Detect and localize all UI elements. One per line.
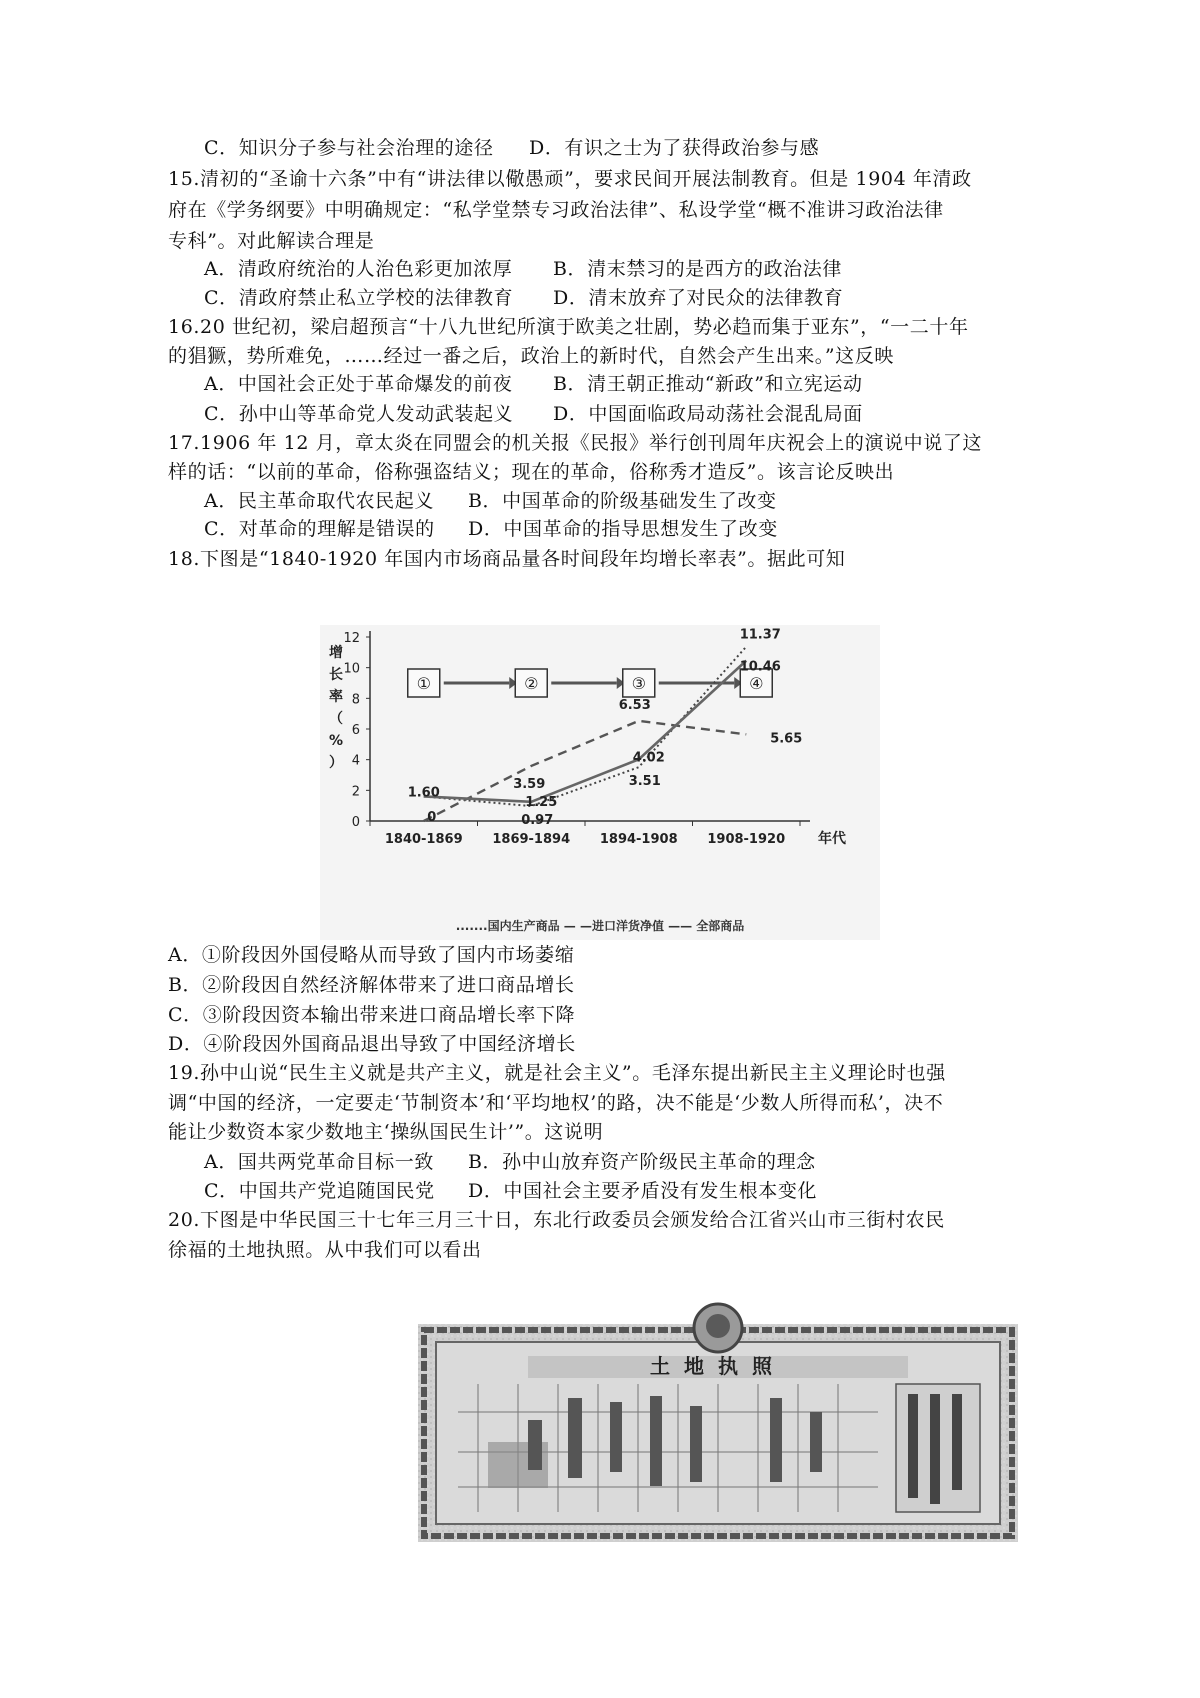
q18-stem: 18.下图是“1840-1920 年国内市场商品量各时间段年均增长率表”。据此可知 — [168, 548, 846, 570]
y-axis-label-char: （ — [329, 711, 343, 727]
q16-option-b: B．清王朝正推动“新政”和立宪运动 — [553, 373, 863, 395]
q15-option-c: C．清政府禁止私立学校的法律教育 — [204, 287, 514, 309]
y-axis-label-char: 率 — [329, 689, 343, 705]
certificate-title: 土地执照 — [650, 1354, 786, 1378]
q15-option-d: D．清末放弃了对民众的法律教育 — [553, 287, 844, 309]
q20-stem-line-1: 20.下图是中华民国三十七年三月三十日，东北行政委员会颁发给合江省兴山市三街村农民 — [168, 1209, 945, 1231]
data-label: 0.97 — [521, 813, 554, 829]
y-tick-label: 12 — [343, 631, 360, 646]
y-axis-label-char: ） — [329, 755, 343, 771]
y-tick-label: 0 — [351, 815, 360, 830]
q15-option-b: B．清末禁习的是西方的政治法律 — [553, 258, 842, 280]
q15-stem-line-3: 专科”。对此解读合理是 — [168, 230, 375, 252]
growth-rate-chart-svg — [320, 625, 880, 940]
q14-option-d: D．有识之士为了获得政治参与感 — [529, 137, 820, 159]
q18-option-a: A．①阶段因外国侵略从而导致了国内市场萎缩 — [168, 944, 575, 966]
q16-option-d: D．中国面临政局动荡社会混乱局面 — [553, 403, 863, 425]
land-certificate-photo — [418, 1302, 1018, 1542]
data-label: 3.59 — [513, 776, 546, 792]
stage-box-label: ③ — [631, 674, 646, 693]
stage-box-label: ④ — [749, 674, 764, 693]
q16-stem-line-1: 16.20 世纪初，梁启超预言“十八九世纪所演于欧美之壮剧，势必趋而集于亚东”，“一二十年 — [168, 316, 969, 338]
y-tick-label: 8 — [351, 692, 360, 708]
x-tick-label: 1869-1894 — [492, 832, 571, 847]
q20-stem-line-2: 徐福的土地执照。从中我们可以看出 — [168, 1239, 482, 1261]
stage-box-label: ② — [524, 674, 539, 693]
q19-option-b: B．孙中山放弃资产阶级民主革命的理念 — [468, 1151, 816, 1173]
q19-stem-line-3: 能让少数资本家少数地主‘操纵国民生计’”。这说明 — [168, 1121, 604, 1143]
y-tick-label: 6 — [351, 723, 360, 738]
data-label: 10.46 — [739, 659, 781, 675]
data-label: 6.53 — [618, 697, 651, 713]
y-axis-label-char: 长 — [329, 667, 343, 683]
q18-option-c: C．③阶段因资本输出带来进口商品增长率下降 — [168, 1004, 576, 1026]
q19-option-a: A．国共两党革命目标一致 — [204, 1151, 434, 1173]
data-label: 4.02 — [632, 750, 665, 766]
q17-option-d: D．中国革命的指导思想发生了改变 — [468, 518, 778, 540]
x-axis-label: 年代 — [818, 831, 846, 847]
q15-option-a: A．清政府统治的人治色彩更加浓厚 — [204, 258, 513, 280]
stage-box-label: ① — [416, 674, 431, 693]
q19-option-d: D．中国社会主要矛盾没有发生根本变化 — [468, 1180, 818, 1202]
y-tick-label: 4 — [351, 753, 360, 769]
data-label: 1.25 — [525, 794, 558, 810]
y-tick-label: 10 — [343, 661, 360, 677]
q17-stem-line-1: 17.1906 年 12 月，章太炎在同盟会的机关报《民报》举行创刊周年庆祝会上的演说中说了这 — [168, 432, 983, 454]
q17-option-a: A．民主革命取代农民起义 — [204, 490, 434, 512]
q18-option-b: B．②阶段因自然经济解体带来了进口商品增长 — [168, 974, 575, 996]
data-label: 1.60 — [407, 785, 440, 801]
q17-option-b: B．中国革命的阶级基础发生了改变 — [468, 490, 777, 512]
q15-stem-line-2: 府在《学务纲要》中明确规定：“私学堂禁专习政治法律”、私设学堂“概不准讲习政治法律 — [168, 199, 944, 221]
q18-option-d: D．④阶段因外国商品退出导致了中国经济增长 — [168, 1033, 576, 1055]
chart-legend: .......国内生产商品 — —进口洋货净值 —— 全部商品 — [455, 919, 745, 933]
q19-stem-line-1: 19.孙中山说“民生主义就是共产主义，就是社会主义”。毛泽东提出新民主主义理论时也强 — [168, 1062, 946, 1084]
y-tick-label: 2 — [351, 784, 360, 800]
x-tick-label: 1908-1920 — [707, 832, 786, 847]
y-axis-label-char: % — [328, 733, 344, 749]
q14-option-c: C．知识分子参与社会治理的途径 — [204, 137, 494, 159]
x-tick-label: 1840-1869 — [384, 832, 463, 847]
data-label: 3.51 — [628, 774, 661, 790]
data-label: 5.65 — [770, 731, 803, 747]
data-label: 0 — [427, 810, 437, 825]
q17-option-c: C．对革命的理解是错误的 — [204, 518, 435, 540]
growth-rate-chart — [320, 625, 880, 940]
q16-option-c: C．孙中山等革命党人发动武装起义 — [204, 403, 514, 425]
q16-stem-line-2: 的猖獗，势所难免，……经过一番之后，政治上的新时代，自然会产生出来。”这反映 — [168, 345, 895, 367]
q17-stem-line-2: 样的话：“以前的革命，俗称强盗结义；现在的革命，俗称秀才造反”。该言论反映出 — [168, 461, 895, 483]
data-label: 11.37 — [739, 627, 781, 643]
q19-option-c: C．中国共产党追随国民党 — [204, 1180, 435, 1202]
q15-stem-line-1: 15.清初的“圣谕十六条”中有“讲法律以儆愚顽”，要求民间开展法制教育。但是 1904 年清政 — [168, 168, 972, 190]
y-axis-label-char: 增 — [329, 645, 343, 661]
q16-option-a: A．中国社会正处于革命爆发的前夜 — [204, 373, 513, 395]
x-tick-label: 1894-1908 — [599, 832, 678, 847]
q19-stem-line-2: 调“中国的经济，一定要走‘节制资本’和‘平均地权’的路，决不能是‘少数人所得而私’，决不 — [168, 1092, 944, 1114]
